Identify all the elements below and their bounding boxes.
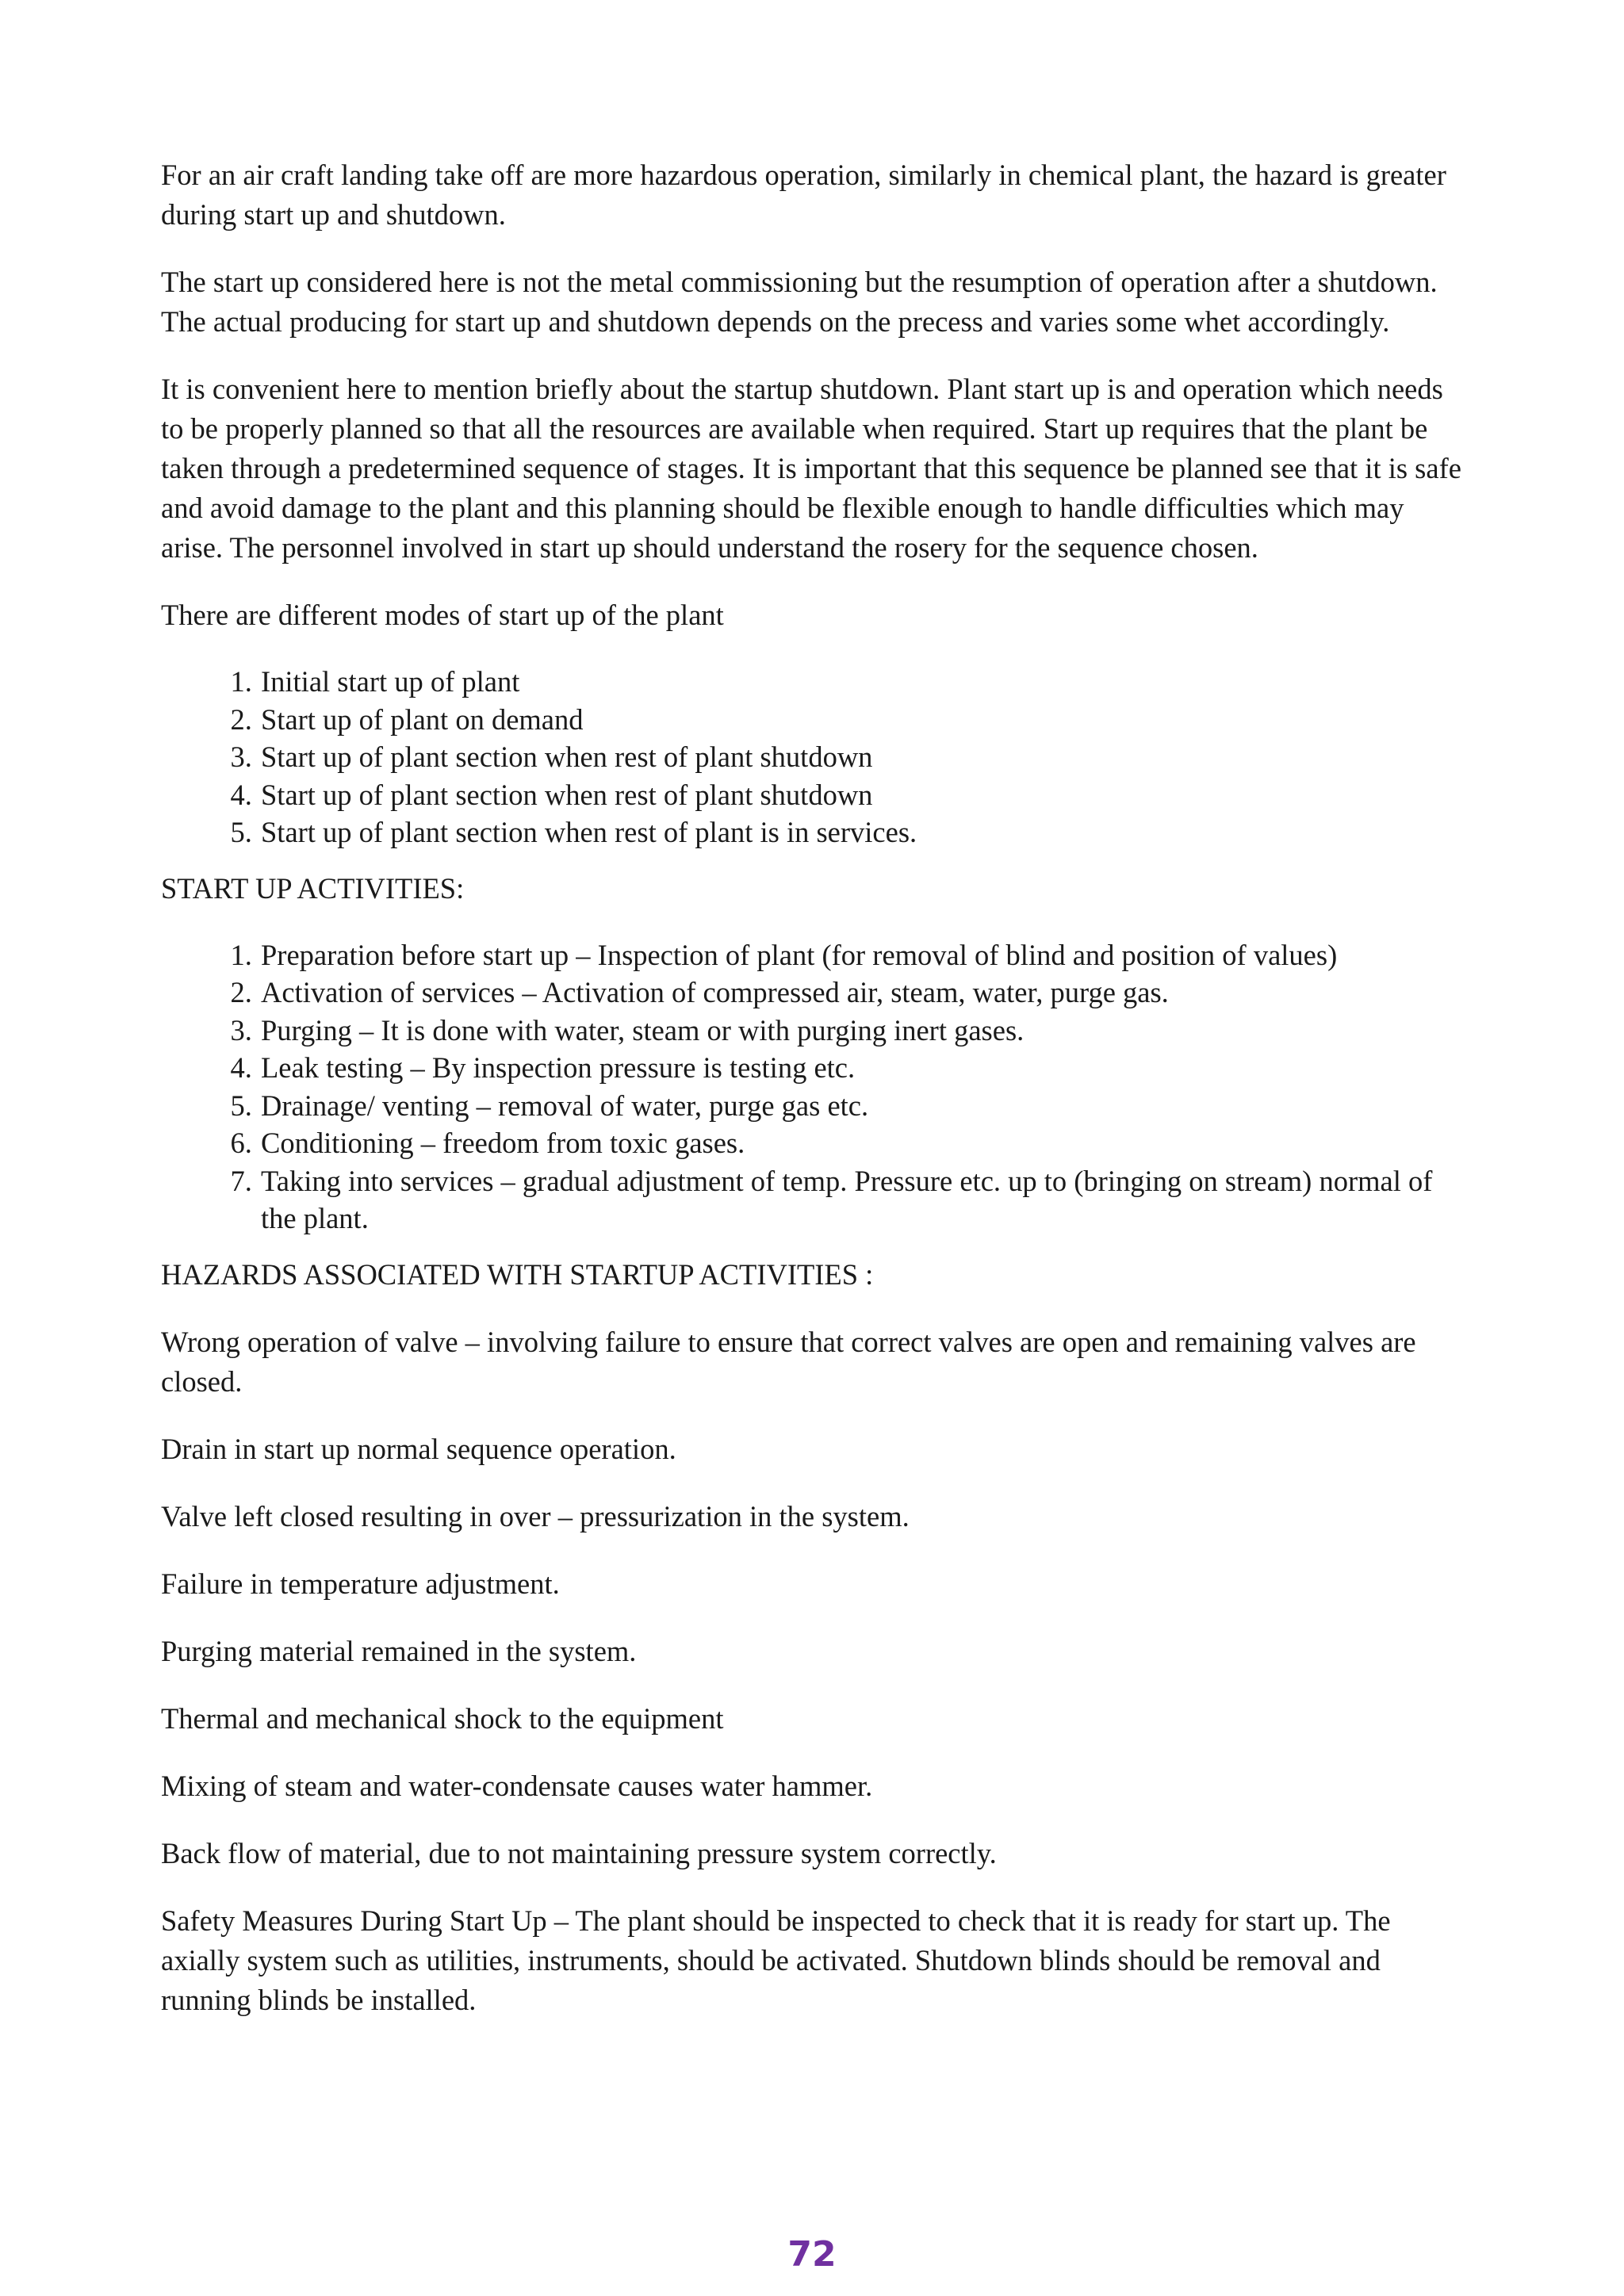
hazard-paragraph: Back flow of material, due to not maintaining pressure system correctly. [161,1836,997,1869]
list-item: 2. Activation of services – Activation of compressed air, steam, water, purge gas. [259,974,1461,1012]
list-item: 5. Start up of plant section when rest of plant is in services. [259,813,1461,851]
list-item: 5. Drainage/ venting – removal of water, purge gas etc. [259,1087,1461,1125]
hazard-paragraph: Mixing of steam and water-condensate causes water hammer. [161,1769,873,1802]
list-item: 2. Start up of plant on demand [259,701,1461,739]
hazard-paragraph: Failure in temperature adjustment. [161,1567,560,1600]
hazards-heading: HAZARDS ASSOCIATED WITH STARTUP ACTIVITIES : [161,1257,874,1291]
hazard-paragraph: Wrong operation of valve – involving failure to ensure that correct valves are open and remaining valves are closed. [161,1325,1416,1398]
list-item: 1. Preparation before start up – Inspection of plant (for removal of blind and position of values) [259,936,1461,974]
hazard-paragraph: Valve left closed resulting in over – pressurization in the system. [161,1499,910,1533]
hazard-paragraph: Drain in start up normal sequence operation. [161,1432,676,1465]
list-item: 3. Purging – It is done with water, steam or with purging inert gases. [259,1012,1461,1050]
list-item: 4. Start up of plant section when rest of plant shutdown [259,776,1461,814]
safety-measures-paragraph: Safety Measures During Start Up – The plant should be inspected to check that it is ready for start up. The axially system such as utilities, instruments, should be activated. Shutdown blinds should be removal and running blinds be installed. [161,1904,1391,2016]
intro-paragraph-1: For an air craft landing take off are more hazardous operation, similarly in chemical plant, the hazard is greater during start up and shutdown. [161,159,1446,231]
list-item: 3. Start up of plant section when rest of plant shutdown [259,738,1461,776]
hazard-paragraph: Purging material remained in the system. [161,1634,637,1667]
page-number: 72 [787,2234,837,2275]
modes-intro-paragraph: There are different modes of start up of the plant [161,599,724,631]
hazard-paragraph: Thermal and mechanical shock to the equipment [161,1701,724,1735]
startup-modes-list [161,663,1461,851]
list-item: 4. Leak testing – By inspection pressure is testing etc. [259,1049,1461,1087]
list-item: 7. Taking into services – gradual adjustment of temp. Pressure etc. up to (bringing on stream) normal of the plant. [259,1162,1461,1238]
startup-activities-list [161,936,1461,1238]
list-item: 1. Initial start up of plant [259,663,1461,701]
list-item: 6. Conditioning – freedom from toxic gases. [259,1124,1461,1162]
intro-paragraph-2: The start up considered here is not the metal commissioning but the resumption of operation after a shutdown. The actual producing for start up and shutdown depends on the precess and varies some whet accordingly. [161,266,1438,338]
intro-paragraph-3: It is convenient here to mention briefly about the startup shutdown. Plant start up is and operation which needs to be properly planned so that all the resources are available when required. Start up requires that the plant be taken through a predetermined sequence of stages. It is important that this sequence be planned see that it is safe and avoid damage to the plant and this planning should be flexible enough to handle difficulties which may arise. The personnel involved in start up should understand the rosery for the sequence chosen. [161,373,1461,564]
startup-activities-heading: START UP ACTIVITIES: [161,871,465,905]
document-page [161,155,1461,2048]
